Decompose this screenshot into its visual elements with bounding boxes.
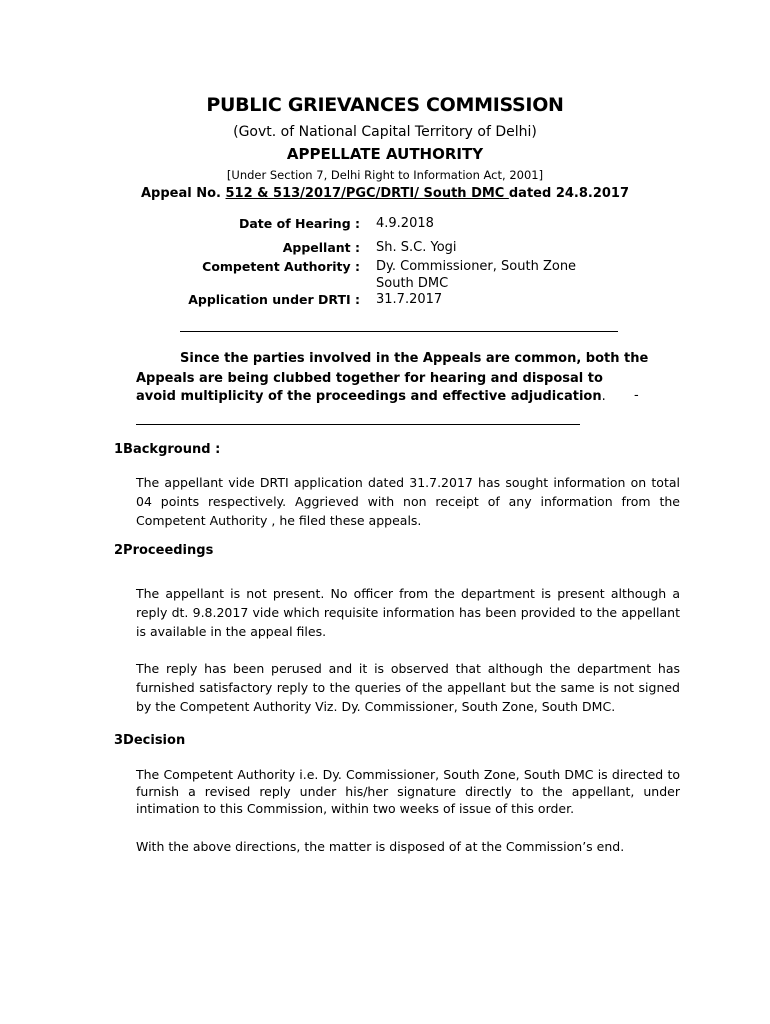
divider-top xyxy=(180,331,618,332)
note-line-1: Since the parties involved in the Appeals are common, both the xyxy=(180,351,649,366)
appeal-number: 512 & 513/2017/PGC/DRTI/ South DMC xyxy=(225,186,509,201)
decision-text-1: The Competent Authority i.e. Dy. Commissioner, South Zone, South DMC is directed to furnish a revised reply under his/her signature directly to the appellant, under intimation to this Commission, within two weeks of issue of this order. xyxy=(136,767,680,816)
background-text: The appellant vide DRTI application dated 31.7.2017 has sought information on total 04 points respectively. Aggrieved with non receipt of any information from the Competent Authority , he filed these appeals. xyxy=(136,475,680,528)
appeal-prefix: Appeal No. xyxy=(140,186,226,201)
note-line-3 xyxy=(136,389,606,404)
hearing-date-label: Date of Hearing : xyxy=(238,216,360,231)
document-title: PUBLIC GRIEVANCES COMMISSION xyxy=(206,94,564,116)
decision-text-2: With the above directions, the matter is disposed of at the Commission’s end. xyxy=(136,839,625,854)
note-dash: - xyxy=(634,388,639,403)
appellant-value: Sh. S.C. Yogi xyxy=(376,240,457,255)
note-line-2: Appeals are being clubbed together for hearing and disposal to xyxy=(136,371,603,386)
note-line-3-text: avoid multiplicity of the proceedings and effective adjudication xyxy=(136,389,602,404)
appeal-date: dated 24.8.2017 xyxy=(508,186,630,201)
decision-heading: 3Decision xyxy=(114,733,186,748)
application-date-label: Application under DRTI : xyxy=(188,292,360,307)
divider-bottom xyxy=(136,424,580,425)
competent-authority-label: Competent Authority : xyxy=(202,259,360,274)
background-heading: 1Background : xyxy=(114,442,221,457)
hearing-date-value: 4.9.2018 xyxy=(376,216,434,231)
proceedings-text-2: The reply has been perused and it is observed that although the department has furnished satisfactory reply to the queries of the appellant but the same is not signed by the Competent Authority Viz. Dy. Commissioner, South Zone, South DMC. xyxy=(136,661,680,714)
under-section-text: [Under Section 7, Delhi Right to Information Act, 2001] xyxy=(226,168,544,182)
document-subtitle: (Govt. of National Capital Territory of Delhi) xyxy=(233,124,537,140)
application-date-value: 31.7.2017 xyxy=(376,292,443,307)
note-line-3-dot: . xyxy=(601,389,606,404)
proceedings-heading: 2Proceedings xyxy=(114,543,214,558)
competent-authority-value-line1: Dy. Commissioner, South Zone xyxy=(376,259,577,274)
competent-authority-value-line2: South DMC xyxy=(376,276,449,291)
proceedings-text-1: The appellant is not present. No officer from the department is present although a reply dt. 9.8.2017 vide which requisite information has been provided to the appellant is available in the appeal files. xyxy=(136,586,680,639)
appeal-number-line xyxy=(0,186,770,201)
appellate-authority-heading: APPELLATE AUTHORITY xyxy=(286,145,484,163)
appellant-label: Appellant : xyxy=(282,240,360,255)
